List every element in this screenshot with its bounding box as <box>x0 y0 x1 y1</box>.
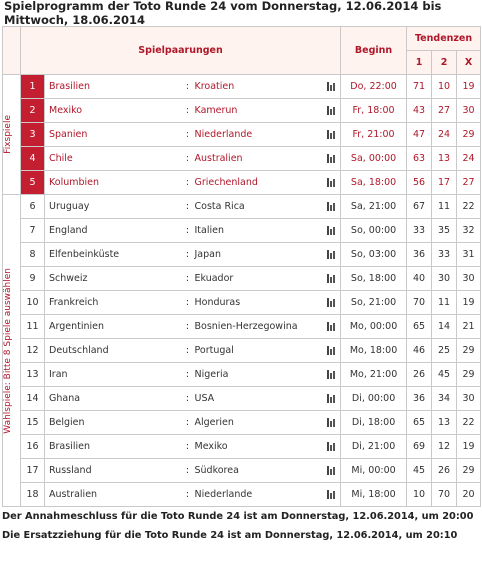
home-team: Mexiko <box>45 99 181 123</box>
match-number: 9 <box>21 267 45 291</box>
match-start: Sa, 18:00 <box>341 171 407 195</box>
side-label-fixspiele: Fixspiele <box>3 115 13 154</box>
match-start: Fr, 18:00 <box>341 99 407 123</box>
tendency-2: 27 <box>432 99 457 123</box>
match-number: 4 <box>21 147 45 171</box>
tendency-1: 43 <box>407 99 432 123</box>
score-separator: : <box>181 171 195 195</box>
away-team: Niederlande <box>195 123 323 147</box>
tendency-x: 30 <box>457 387 481 411</box>
tendency-1: 46 <box>407 339 432 363</box>
home-team: Kolumbien <box>45 171 181 195</box>
match-row <box>3 339 481 363</box>
tendency-x: 32 <box>457 219 481 243</box>
match-start: Mi, 00:00 <box>341 459 407 483</box>
bar-chart-icon[interactable] <box>327 490 336 499</box>
score-separator: : <box>181 219 195 243</box>
home-team: Spanien <box>45 123 181 147</box>
match-start: Sa, 21:00 <box>341 195 407 219</box>
tendency-1: 40 <box>407 267 432 291</box>
footer <box>0 507 482 545</box>
match-row <box>3 195 481 219</box>
tendency-1: 36 <box>407 243 432 267</box>
away-team: Kroatien <box>195 75 323 99</box>
match-number: 6 <box>21 195 45 219</box>
match-row <box>3 435 481 459</box>
tendency-2: 11 <box>432 195 457 219</box>
match-row <box>3 219 481 243</box>
tendency-1: 10 <box>407 483 432 507</box>
side-label-wahlspiele: Wahlspiele: Bitte 8 Spiele auswählen <box>3 267 13 434</box>
match-row <box>3 243 481 267</box>
tendency-2: 13 <box>432 411 457 435</box>
score-separator: : <box>181 363 195 387</box>
match-start: So, 18:00 <box>341 267 407 291</box>
score-separator: : <box>181 75 195 99</box>
match-row <box>3 147 481 171</box>
bar-chart-icon[interactable] <box>327 322 336 331</box>
score-separator: : <box>181 387 195 411</box>
match-start: So, 21:00 <box>341 291 407 315</box>
home-team: Iran <box>45 363 181 387</box>
match-number: 17 <box>21 459 45 483</box>
match-row <box>3 123 481 147</box>
match-start: Sa, 00:00 <box>341 147 407 171</box>
away-team: Kamerun <box>195 99 323 123</box>
tendency-x: 22 <box>457 411 481 435</box>
score-separator: : <box>181 267 195 291</box>
tendency-1: 47 <box>407 123 432 147</box>
bar-chart-icon[interactable] <box>327 370 336 379</box>
tendency-x: 21 <box>457 315 481 339</box>
bar-chart-icon[interactable] <box>327 466 336 475</box>
score-separator: : <box>181 339 195 363</box>
tendency-x: 22 <box>457 195 481 219</box>
match-start: Mo, 21:00 <box>341 363 407 387</box>
tendency-x: 31 <box>457 243 481 267</box>
tendency-x: 19 <box>457 75 481 99</box>
tendency-1: 36 <box>407 387 432 411</box>
tendency-2: 45 <box>432 363 457 387</box>
away-team: Portugal <box>195 339 323 363</box>
tendency-x: 29 <box>457 339 481 363</box>
match-row <box>3 363 481 387</box>
header-beginn: Beginn <box>341 27 407 75</box>
tendency-2: 70 <box>432 483 457 507</box>
header-tendenz-1: 1 <box>407 51 432 75</box>
tendency-x: 24 <box>457 147 481 171</box>
tendency-2: 17 <box>432 171 457 195</box>
tendency-x: 30 <box>457 267 481 291</box>
tendency-2: 35 <box>432 219 457 243</box>
tendency-1: 45 <box>407 459 432 483</box>
home-team: Frankreich <box>45 291 181 315</box>
away-team: Niederlande <box>195 483 323 507</box>
tendency-x: 19 <box>457 435 481 459</box>
tendency-2: 33 <box>432 243 457 267</box>
match-start: Mo, 18:00 <box>341 339 407 363</box>
home-team: Russland <box>45 459 181 483</box>
match-number: 12 <box>21 339 45 363</box>
score-separator: : <box>181 123 195 147</box>
match-number: 5 <box>21 171 45 195</box>
away-team: Nigeria <box>195 363 323 387</box>
match-number: 18 <box>21 483 45 507</box>
tendency-1: 56 <box>407 171 432 195</box>
score-separator: : <box>181 147 195 171</box>
match-row <box>3 459 481 483</box>
home-team: Argentinien <box>45 315 181 339</box>
match-number: 16 <box>21 435 45 459</box>
home-team: Uruguay <box>45 195 181 219</box>
score-separator: : <box>181 483 195 507</box>
away-team: Griechenland <box>195 171 323 195</box>
page-title: Spielprogramm der Toto Runde 24 vom Donnerstag, 12.06.2014 bis Mittwoch, 18.06.2014 <box>0 0 482 26</box>
bar-chart-icon[interactable] <box>327 130 336 139</box>
away-team: Bosnien-Herzegowina <box>195 315 323 339</box>
match-start: Do, 22:00 <box>341 75 407 99</box>
schedule-table <box>2 26 481 507</box>
bar-chart-icon[interactable] <box>327 274 336 283</box>
away-team: USA <box>195 387 323 411</box>
tendency-x: 29 <box>457 123 481 147</box>
bar-chart-icon[interactable] <box>327 298 336 307</box>
match-start: Mo, 00:00 <box>341 315 407 339</box>
tendency-x: 30 <box>457 99 481 123</box>
tendency-1: 70 <box>407 291 432 315</box>
footer-annahmeschluss: Der Annahmeschluss für die Toto Runde 24 ist am Donnerstag, 12.06.2014, um 20:00 <box>2 511 474 522</box>
tendency-x: 29 <box>457 363 481 387</box>
match-number: 7 <box>21 219 45 243</box>
home-team: Chile <box>45 147 181 171</box>
bar-chart-icon[interactable] <box>327 82 336 91</box>
away-team: Australien <box>195 147 323 171</box>
away-team: Italien <box>195 219 323 243</box>
tendency-2: 34 <box>432 387 457 411</box>
header-spielpaarungen: Spielpaarungen <box>21 27 341 75</box>
home-team: Belgien <box>45 411 181 435</box>
score-separator: : <box>181 315 195 339</box>
match-start: So, 00:00 <box>341 219 407 243</box>
match-number: 15 <box>21 411 45 435</box>
match-number: 10 <box>21 291 45 315</box>
tendency-1: 65 <box>407 315 432 339</box>
score-separator: : <box>181 459 195 483</box>
schedule-table-wrap <box>2 26 480 507</box>
tendency-2: 13 <box>432 147 457 171</box>
tendency-x: 29 <box>457 459 481 483</box>
bar-chart-icon[interactable] <box>327 418 336 427</box>
bar-chart-icon[interactable] <box>327 442 336 451</box>
match-start: Di, 00:00 <box>341 387 407 411</box>
match-row <box>3 171 481 195</box>
tendency-1: 63 <box>407 147 432 171</box>
home-team: Deutschland <box>45 339 181 363</box>
match-row <box>3 75 481 99</box>
match-row <box>3 99 481 123</box>
home-team: Elfenbeinküste <box>45 243 181 267</box>
tendency-2: 24 <box>432 123 457 147</box>
home-team: Brasilien <box>45 75 181 99</box>
bar-chart-icon[interactable] <box>327 250 336 259</box>
tendency-1: 71 <box>407 75 432 99</box>
tendency-1: 33 <box>407 219 432 243</box>
tendency-1: 65 <box>407 411 432 435</box>
tendency-2: 14 <box>432 315 457 339</box>
match-number: 8 <box>21 243 45 267</box>
score-separator: : <box>181 435 195 459</box>
match-start: Mi, 18:00 <box>341 483 407 507</box>
match-row <box>3 387 481 411</box>
match-number: 2 <box>21 99 45 123</box>
match-number: 1 <box>21 75 45 99</box>
home-team: Australien <box>45 483 181 507</box>
away-team: Japan <box>195 243 323 267</box>
tendency-1: 26 <box>407 363 432 387</box>
header-tendenz-2: 2 <box>432 51 457 75</box>
match-number: 11 <box>21 315 45 339</box>
tendency-1: 69 <box>407 435 432 459</box>
match-row <box>3 291 481 315</box>
bar-chart-icon[interactable] <box>327 202 336 211</box>
home-team: Ghana <box>45 387 181 411</box>
score-separator: : <box>181 99 195 123</box>
match-row <box>3 483 481 507</box>
match-number: 14 <box>21 387 45 411</box>
corner-cell <box>3 27 21 75</box>
tendency-2: 25 <box>432 339 457 363</box>
home-team: Brasilien <box>45 435 181 459</box>
score-separator: : <box>181 291 195 315</box>
match-row <box>3 267 481 291</box>
score-separator: : <box>181 243 195 267</box>
tendency-x: 19 <box>457 291 481 315</box>
away-team: Costa Rica <box>195 195 323 219</box>
match-row <box>3 411 481 435</box>
score-separator: : <box>181 195 195 219</box>
header-tendenzen: Tendenzen <box>407 27 481 51</box>
bar-chart-icon[interactable] <box>327 226 336 235</box>
match-number: 13 <box>21 363 45 387</box>
bar-chart-icon[interactable] <box>327 154 336 163</box>
header-tendenz-x: X <box>457 51 481 75</box>
match-row <box>3 315 481 339</box>
away-team: Algerien <box>195 411 323 435</box>
home-team: Schweiz <box>45 267 181 291</box>
away-team: Mexiko <box>195 435 323 459</box>
bar-chart-icon[interactable] <box>327 346 336 355</box>
match-start: Di, 21:00 <box>341 435 407 459</box>
bar-chart-icon[interactable] <box>327 178 336 187</box>
match-start: Fr, 21:00 <box>341 123 407 147</box>
tendency-2: 30 <box>432 267 457 291</box>
tendency-2: 26 <box>432 459 457 483</box>
score-separator: : <box>181 411 195 435</box>
tendency-2: 11 <box>432 291 457 315</box>
match-number: 3 <box>21 123 45 147</box>
away-team: Ekuador <box>195 267 323 291</box>
tendency-x: 20 <box>457 483 481 507</box>
footer-ersatzziehung: Die Ersatzziehung für die Toto Runde 24 ist am Donnerstag, 12.06.2014, um 20:10 <box>2 530 458 541</box>
match-start: Di, 18:00 <box>341 411 407 435</box>
bar-chart-icon[interactable] <box>327 394 336 403</box>
tendency-1: 67 <box>407 195 432 219</box>
tendency-2: 12 <box>432 435 457 459</box>
away-team: Honduras <box>195 291 323 315</box>
match-start: So, 03:00 <box>341 243 407 267</box>
home-team: England <box>45 219 181 243</box>
tendency-x: 27 <box>457 171 481 195</box>
away-team: Südkorea <box>195 459 323 483</box>
tendency-2: 10 <box>432 75 457 99</box>
bar-chart-icon[interactable] <box>327 106 336 115</box>
